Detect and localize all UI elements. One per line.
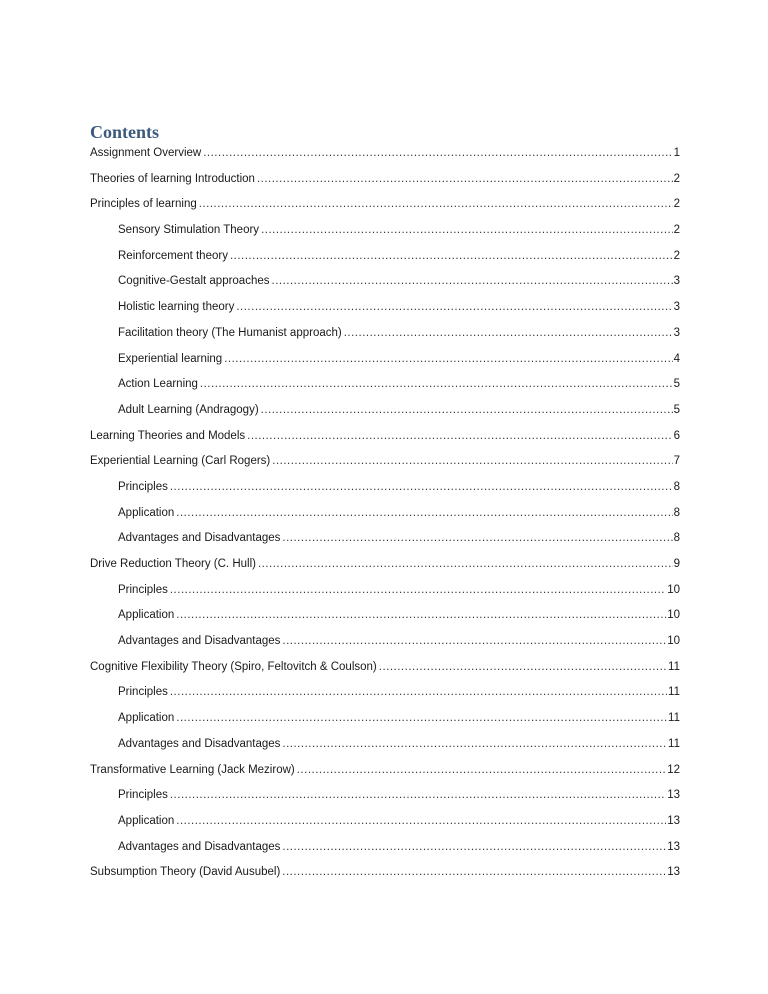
toc-entry[interactable] xyxy=(90,141,680,167)
toc-dot-leader xyxy=(170,680,667,706)
toc-entry[interactable] xyxy=(118,321,680,347)
toc-dot-leader xyxy=(176,706,667,732)
toc-dot-leader xyxy=(272,449,672,475)
toc-entry[interactable] xyxy=(118,501,680,527)
toc-entry-title: Principles xyxy=(118,583,168,596)
toc-entry[interactable] xyxy=(118,372,680,398)
toc-dot-leader xyxy=(176,809,666,835)
toc-entry[interactable] xyxy=(118,526,680,552)
toc-entry-page-number: 3 xyxy=(673,326,680,339)
table-of-contents xyxy=(0,141,768,886)
toc-dot-leader xyxy=(203,141,672,167)
toc-entry[interactable] xyxy=(90,860,680,886)
toc-entry-page-number: 10 xyxy=(667,583,680,596)
toc-entry-title: Action Learning xyxy=(118,378,198,391)
toc-entry-page-number: 2 xyxy=(673,172,680,185)
toc-entry[interactable] xyxy=(90,552,680,578)
toc-entry[interactable] xyxy=(90,655,680,681)
toc-entry-title: Transformative Learning (Jack Mezirow) xyxy=(90,763,295,776)
toc-entry-page-number: 13 xyxy=(667,866,680,879)
toc-dot-leader xyxy=(176,603,666,629)
toc-entry-page-number: 10 xyxy=(667,609,680,622)
toc-entry[interactable] xyxy=(118,398,680,424)
toc-entry-page-number: 2 xyxy=(673,198,680,211)
toc-entry-title: Holistic learning theory xyxy=(118,301,235,314)
toc-dot-leader xyxy=(224,347,672,373)
toc-dot-leader xyxy=(282,835,666,861)
toc-entry[interactable] xyxy=(118,603,680,629)
toc-entry-title: Assignment Overview xyxy=(90,147,202,159)
toc-entry[interactable] xyxy=(118,244,680,270)
toc-entry[interactable] xyxy=(118,475,680,501)
toc-entry-title: Advantages and Disadvantages xyxy=(118,635,281,648)
toc-dot-leader xyxy=(261,398,673,424)
toc-dot-leader xyxy=(247,424,672,450)
toc-entry-page-number: 11 xyxy=(668,712,680,725)
toc-entry[interactable] xyxy=(118,578,680,604)
toc-entry-title: Experiential learning xyxy=(118,352,223,365)
toc-entry-title: Principles xyxy=(118,789,168,802)
toc-entry-page-number: 10 xyxy=(667,635,680,648)
toc-entry-page-number: 1 xyxy=(673,147,680,159)
toc-entry-page-number: 2 xyxy=(673,224,680,237)
toc-entry-page-number: 5 xyxy=(673,403,680,416)
toc-entry-title: Adult Learning (Andragogy) xyxy=(118,403,259,416)
contents-heading: Contents xyxy=(90,122,160,142)
toc-entry-title: Learning Theories and Models xyxy=(90,429,246,442)
toc-dot-leader xyxy=(297,758,666,784)
toc-entry-page-number: 11 xyxy=(668,660,680,673)
toc-dot-leader xyxy=(230,244,673,270)
toc-dot-leader xyxy=(170,578,666,604)
toc-entry[interactable] xyxy=(118,680,680,706)
toc-entry[interactable] xyxy=(118,295,680,321)
toc-dot-leader xyxy=(282,629,666,655)
toc-entry-page-number: 7 xyxy=(673,455,680,468)
toc-entry-title: Application xyxy=(118,609,175,622)
toc-entry[interactable] xyxy=(118,347,680,373)
toc-entry-page-number: 3 xyxy=(673,275,680,288)
toc-dot-leader xyxy=(176,501,672,527)
toc-entry-title: Experiential Learning (Carl Rogers) xyxy=(90,455,271,468)
toc-dot-leader xyxy=(344,321,673,347)
toc-entry[interactable] xyxy=(90,192,680,218)
toc-entry-page-number: 13 xyxy=(667,789,680,802)
toc-entry-title: Drive Reduction Theory (C. Hull) xyxy=(90,558,256,570)
toc-dot-leader xyxy=(257,167,673,193)
toc-dot-leader xyxy=(282,526,672,552)
toc-entry-title: Principles of learning xyxy=(90,198,197,211)
toc-entry[interactable] xyxy=(118,629,680,655)
toc-dot-leader xyxy=(379,655,667,681)
toc-dot-leader xyxy=(170,475,673,501)
toc-dot-leader xyxy=(199,192,673,218)
toc-entry-title: Facilitation theory (The Humanist approach) xyxy=(118,326,342,339)
toc-entry-page-number: 3 xyxy=(673,301,680,314)
toc-entry-page-number: 6 xyxy=(673,429,680,442)
toc-entry-page-number: 13 xyxy=(667,814,680,827)
toc-entry-title: Cognitive Flexibility Theory (Spiro, Feltovitch & Coulson) xyxy=(90,660,377,673)
toc-entry-page-number: 9 xyxy=(673,558,680,570)
toc-dot-leader xyxy=(282,860,666,886)
toc-entry[interactable] xyxy=(90,167,680,193)
toc-entry[interactable] xyxy=(118,732,680,758)
toc-entry-page-number: 11 xyxy=(668,686,680,699)
toc-entry[interactable] xyxy=(90,758,680,784)
toc-dot-leader xyxy=(236,295,672,321)
toc-entry[interactable] xyxy=(118,218,680,244)
toc-entry-page-number: 8 xyxy=(673,506,680,519)
toc-entry[interactable] xyxy=(90,449,680,475)
toc-entry-page-number: 5 xyxy=(673,378,680,391)
toc-entry[interactable] xyxy=(118,706,680,732)
toc-entry-title: Application xyxy=(118,712,175,725)
toc-entry-title: Application xyxy=(118,814,175,827)
toc-entry-title: Advantages and Disadvantages xyxy=(118,840,281,853)
toc-entry-title: Reinforcement theory xyxy=(118,249,228,262)
toc-entry-title: Application xyxy=(118,506,175,519)
toc-entry[interactable] xyxy=(118,835,680,861)
toc-entry-title: Theories of learning Introduction xyxy=(90,172,255,185)
toc-entry[interactable] xyxy=(118,783,680,809)
toc-entry-page-number: 8 xyxy=(673,532,680,545)
toc-entry-title: Cognitive-Gestalt approaches xyxy=(118,275,270,288)
toc-dot-leader xyxy=(282,732,667,758)
toc-dot-leader xyxy=(261,218,673,244)
toc-entry-title: Subsumption Theory (David Ausubel) xyxy=(90,866,281,879)
toc-entry-title: Advantages and Disadvantages xyxy=(118,532,281,545)
toc-entry[interactable] xyxy=(90,424,680,450)
toc-entry-page-number: 8 xyxy=(673,480,680,493)
toc-entry-title: Principles xyxy=(118,480,168,493)
toc-entry-title: Principles xyxy=(118,686,168,699)
toc-entry-title: Sensory Stimulation Theory xyxy=(118,224,260,237)
toc-entry[interactable] xyxy=(118,269,680,295)
toc-entry-page-number: 4 xyxy=(673,352,680,365)
toc-dot-leader xyxy=(200,372,673,398)
toc-entry-page-number: 12 xyxy=(667,763,680,776)
toc-entry-title: Advantages and Disadvantages xyxy=(118,737,281,750)
toc-dot-leader xyxy=(258,552,673,578)
toc-entry-page-number: 2 xyxy=(673,249,680,262)
toc-dot-leader xyxy=(170,783,666,809)
toc-entry-page-number: 13 xyxy=(667,840,680,853)
toc-entry-page-number: 11 xyxy=(668,737,680,750)
toc-entry[interactable] xyxy=(118,809,680,835)
toc-dot-leader xyxy=(272,269,673,295)
